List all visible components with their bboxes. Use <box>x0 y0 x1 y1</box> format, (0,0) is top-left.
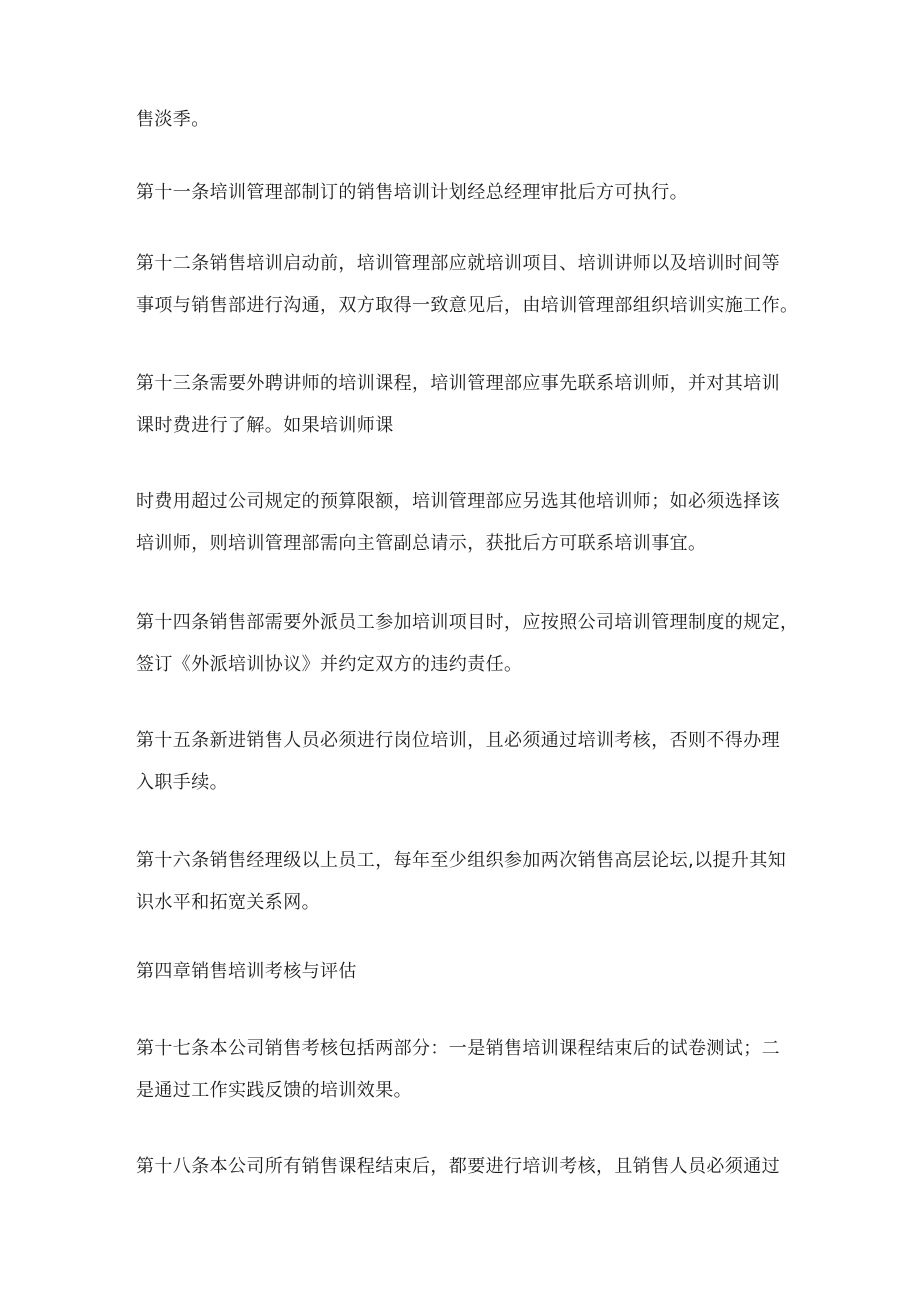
chapter-heading <box>136 951 788 993</box>
text-line: 第十三条需要外聘讲师的培训课程，培训管理部应事先联系培训师，并对其培训 <box>136 373 780 394</box>
text-line: 课时费进行了解。如果培训师课 <box>136 415 394 436</box>
paragraph-article-11 <box>136 172 788 214</box>
text-line: 培训师，则培训管理部需向主管副总请示，获批后方可联系培训事宜。 <box>136 533 707 554</box>
paragraph-article-14 <box>136 602 799 686</box>
text-line: 第十一条培训管理部制订的销售培训计划经总经理审批后方可执行。 <box>136 182 688 203</box>
paragraph-article-13 <box>136 363 788 447</box>
paragraph-continuation <box>136 99 788 141</box>
text-line: 识水平和拓宽关系网。 <box>136 892 320 913</box>
paragraph-article-18 <box>136 1146 788 1188</box>
text-line: 时费用超过公司规定的预算限额，培训管理部应另选其他培训师；如必须选择该 <box>136 491 780 512</box>
paragraph-article-17 <box>136 1028 788 1112</box>
text-line: 入职手续。 <box>136 772 228 793</box>
text-line: 售淡季。 <box>136 109 210 130</box>
text-line: 签订《外派培训协议》并约定双方的违约责任。 <box>136 654 523 675</box>
text-line: 第十八条本公司所有销售课程结束后，都要进行培训考核，且销售人员必须通过 <box>136 1156 780 1177</box>
text-line: 第十四条销售部需要外派员工参加培训项目时，应按照公司培训管理制度的规定， <box>136 612 799 633</box>
paragraph-article-13-continued <box>136 481 788 565</box>
paragraph-article-16 <box>136 840 788 924</box>
heading-line: 第四章销售培训考核与评估 <box>136 961 357 982</box>
text-line: 第十六条销售经理级以上员工，每年至少组织参加两次销售高层论坛,以提升其知 <box>136 850 787 871</box>
paragraph-article-12 <box>136 243 799 327</box>
text-line: 是通过工作实践反馈的培训效果。 <box>136 1080 412 1101</box>
text-line: 事项与销售部进行沟通，双方取得一致意见后，由培训管理部组织培训实施工作。 <box>136 295 799 316</box>
paragraph-article-15 <box>136 720 788 804</box>
text-line: 第十二条销售培训启动前，培训管理部应就培训项目、培训讲师以及培训时间等 <box>136 253 780 274</box>
text-line: 第十五条新进销售人员必须进行岗位培训，且必须通过培训考核，否则不得办理 <box>136 730 780 751</box>
text-line: 第十七条本公司销售考核包括两部分：一是销售培训课程结束后的试卷测试；二 <box>136 1038 780 1059</box>
